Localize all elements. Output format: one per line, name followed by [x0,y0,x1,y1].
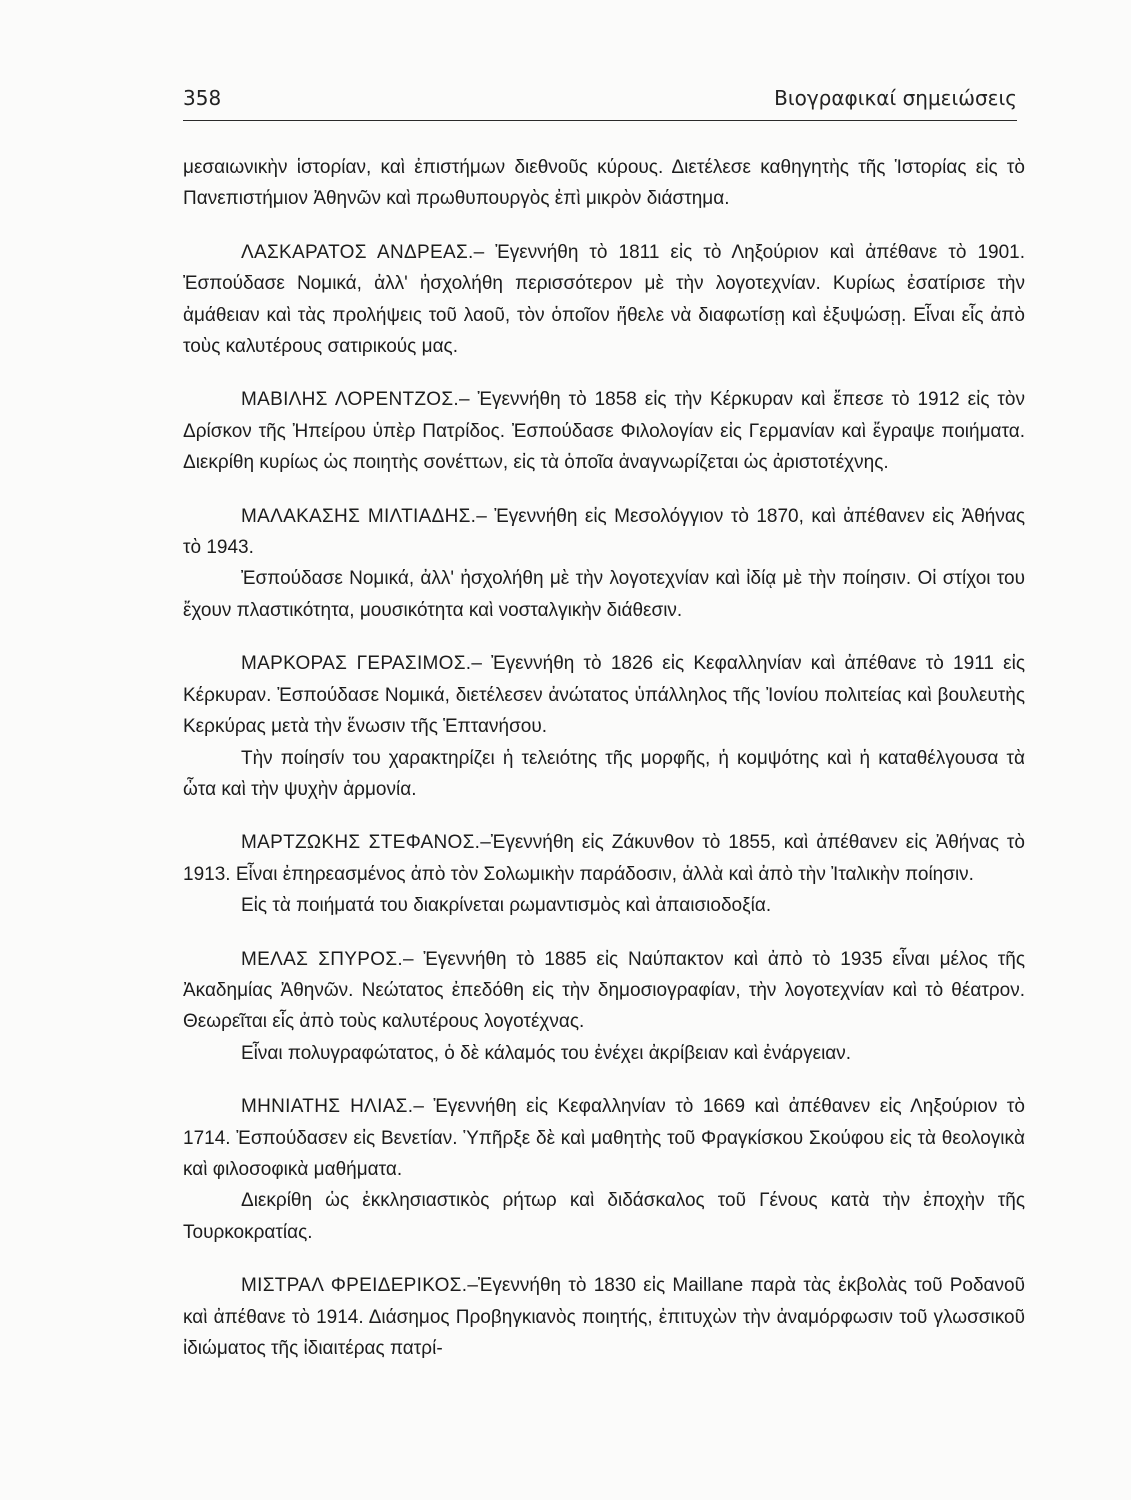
entry-text: – Ἐγεννήθη εἰς Κεφαλληνίαν τὸ 1669 καὶ ἀπέθανεν εἰς Ληξούριον τὸ 1714. Ἐσπούδασεν εἰς Βενετίαν. Ὑπῆρξε δὲ καὶ μαθητὴς τοῦ Φραγκίσκου Σκούφου εἰς τὰ θεολογικὰ καὶ φιλοσοφικὰ μαθήματα. [183,1096,1026,1180]
entry-text: Ἐσπούδασε Νομικά, ἀλλ' ἠσχολήθη μὲ τὴν λογοτεχνίαν καὶ ἰδίᾳ μὲ τὴν ποίησιν. Οἱ στίχοι του ἔχουν πλαστικότητα, μουσικότητα καὶ νοσταλγικὴν διάθεσιν. [183,568,1025,621]
header-rule [183,120,1017,121]
biography-entry-mavilis [183,384,1025,478]
entry-name: ΜΗΝΙΑΤΗΣ ΗΛΙΑΣ. [241,1096,414,1118]
page-number: 358 [183,86,222,110]
biography-entry-melas-cont [183,1038,1025,1069]
biography-entry-miniatis-cont [183,1185,1025,1248]
entry-name: ΜΑΡΤΖΩΚΗΣ ΣΤΕΦΑΝΟΣ. [241,832,481,854]
entry-name: ΛΑΣΚΑΡΑΤΟΣ ΑΝΔΡΕΑΣ. [241,241,474,263]
entry-name: ΜΕΛΑΣ ΣΠΥΡΟΣ. [241,948,403,970]
running-title: Βιογραφικαί σημειώσεις [774,86,1017,110]
biography-entry-malakasis [183,501,1025,564]
entry-text: Εἶναι πολυγραφώτατος, ὁ δὲ κάλαμός του ἐνέχει ἀκρίβειαν καὶ ἐνάργειαν. [241,1042,852,1064]
biography-entry-martzokis-cont [183,890,1025,921]
entry-text: Εἰς τὰ ποιήματά του διακρίνεται ρωμαντισμὸς καὶ ἀπαισιοδοξία. [241,895,772,917]
entry-text: – Ἐγεννήθη τὸ 1885 εἰς Ναύπακτον καὶ ἀπὸ τὸ 1935 εἶναι μέλος τῆς Ἀκαδημίας Ἀθηνῶν. Νεώτατος ἐπεδόθη εἰς τὴν δημοσιογραφίαν, τὴν λογοτεχνίαν καὶ τὸ θέατρον. Θεωρεῖται εἷς ἀπὸ τοὺς καλυτέρους λογοτέχνας. [183,948,1025,1033]
entry-name: ΜΑΛΑΚΑΣΗΣ ΜΙΛΤΙΑΔΗΣ. [241,505,477,527]
entry-text: – Ἐγεννήθη εἰς Μεσολόγγιον τὸ 1870, καὶ ἀπέθανεν εἰς Ἀθήνας τὸ 1943. [183,505,1025,559]
biography-entry-markoras-cont [183,743,1025,806]
biography-entry-martzokis [183,827,1025,890]
entry-text: –Ἐγεννήθη εἰς Ζάκυνθον τὸ 1855, καὶ ἀπέθανεν εἰς Ἀθήνας τὸ 1913. Εἶναι ἐπηρεασμένος ἀπὸ τὸν Σολωμικὴν παράδοσιν, ἀλλὰ καὶ ἀπὸ τὴν Ἰταλικὴν ποίησιν. [183,832,1025,885]
biography-entry-malakasis-cont [183,563,1025,626]
entry-name: ΜΑΒΙΛΗΣ ΛΟΡΕΝΤΖΟΣ. [241,389,460,411]
biography-entry-markoras [183,648,1025,742]
page-body [183,152,1025,1364]
page-header [183,82,1017,122]
entry-text: –Ἐγεννήθη τὸ 1830 εἰς Maillane παρὰ τὰς ἐκβολὰς τοῦ Ροδανοῦ καὶ ἀπέθανε τὸ 1914. Διάσημος Προβηγκιανὸς ποιητής, ἐπιτυχὼν τὴν ἀναμόρφωσιν τοῦ γλωσσικοῦ ἰδιώματος τῆς ἰδιαιτέρας πατρί- [183,1275,1025,1359]
biography-entry-laskaratos [183,237,1025,363]
entry-name: ΜΑΡΚΟΡΑΣ ΓΕΡΑΣΙΜΟΣ. [241,653,472,675]
biography-entry-mistral [183,1270,1025,1364]
paragraph-continuation [183,152,1025,215]
paragraph-text: μεσαιωνικὴν ἱστορίαν, καὶ ἐπιστήμων διεθνοῦς κύρους. Διετέλεσε καθηγητὴς τῆς Ἱστορίας εἰς τὸ Πανεπιστήμιον Ἀθηνῶν καὶ πρωθυπουργὸς ἐπὶ μικρὸν διάστημα. [183,157,1025,210]
entry-text: – Ἐγεννήθη τὸ 1811 εἰς τὸ Ληξούριον καὶ ἀπέθανε τὸ 1901. Ἐσπούδασε Νομικά, ἀλλ' ἠσχολήθη περισσότερον μὲ τὴν λογοτεχνίαν. Κυρίως ἐσατίρισε τὴν ἀμάθειαν καὶ τὰς προλήψεις τοῦ λαοῦ, τὸν ὁποῖον ἤθελε νὰ διαφωτίσῃ καὶ ἐξυψώσῃ. Εἶναι εἷς ἀπὸ τοὺς καλυτέρους σατιρικούς μας. [183,241,1026,358]
entry-text: Διεκρίθη ὡς ἐκκλησιαστικὸς ρήτωρ καὶ διδάσκαλος τοῦ Γένους κατὰ τὴν ἐποχὴν τῆς Τουρκοκρατίας. [183,1190,1025,1243]
entry-text: Τὴν ποίησίν του χαρακτηρίζει ἡ τελειότης τῆς μορφῆς, ἡ κομψότης καὶ ἡ καταθέλγουσα τὰ ὦτα καὶ τὴν ψυχὴν ἁρμονία. [183,747,1025,800]
biography-entry-melas [183,944,1025,1038]
biography-entry-miniatis [183,1091,1025,1185]
entry-name: ΜΙΣΤΡΑΛ ΦΡΕΙΔΕΡΙΚΟΣ. [241,1275,468,1297]
entry-text: – Ἐγεννήθη τὸ 1826 εἰς Κεφαλληνίαν καὶ ἀπέθανε τὸ 1911 εἰς Κέρκυραν. Ἐσπούδασε Νομικά, διετέλεσεν ἀνώτατος ὑπάλληλος τῆς Ἰονίου πολιτείας καὶ βουλευτὴς Κερκύρας μετὰ τὴν ἕνωσιν τῆς Ἑπτανήσου. [183,653,1025,738]
entry-text: – Ἐγεννήθη τὸ 1858 εἰς τὴν Κέρκυραν καὶ ἔπεσε τὸ 1912 εἰς τὸν Δρίσκον τῆς Ἠπείρου ὑπὲρ Πατρίδος. Ἐσπούδασε Φιλολογίαν εἰς Γερμανίαν καὶ ἔγραψε ποιήματα. Διεκρίθη κυρίως ὡς ποιητὴς σονέττων, εἰς τὰ ὁποῖα ἀναγνωρίζεται ὡς ἀριστοτέχνης. [183,389,1025,474]
